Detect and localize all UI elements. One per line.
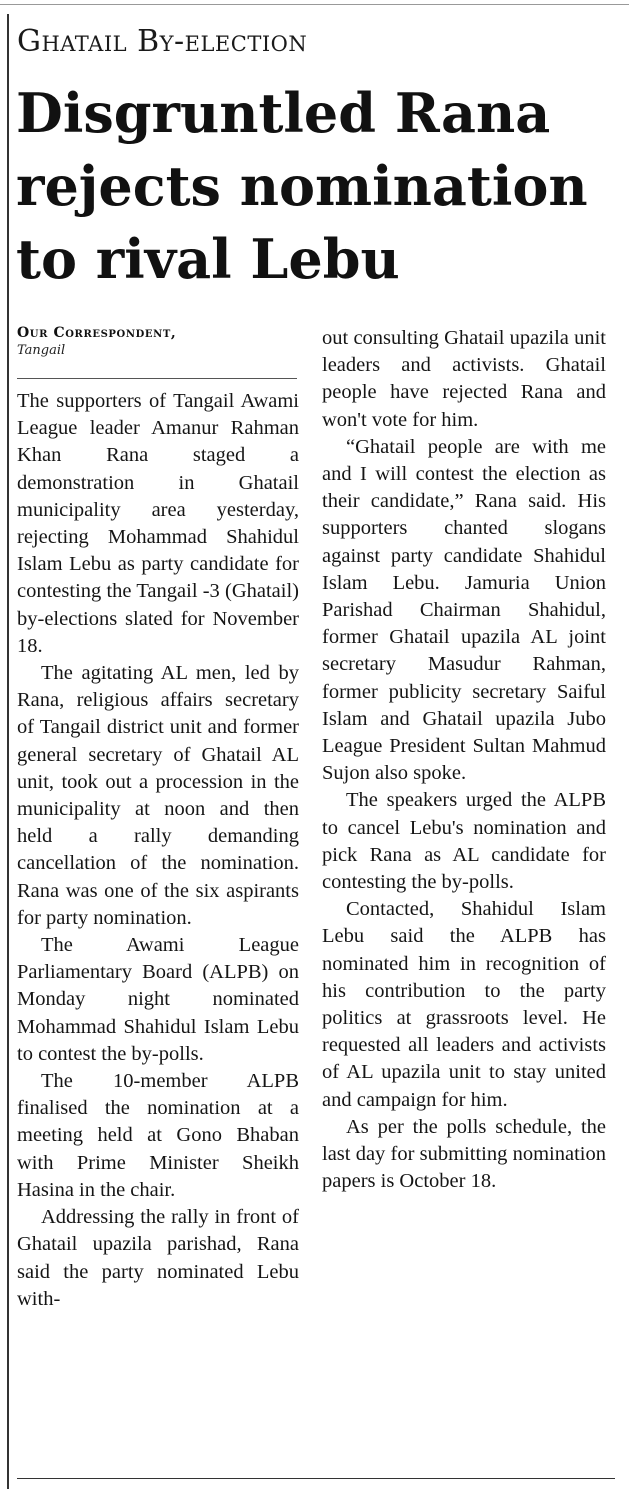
byline-rule (17, 378, 297, 379)
paragraph: out consulting Ghatail upazila unit leaders and activists. Ghatail people have rejected Rana and won't vote for him. (322, 327, 606, 431)
left-border (7, 14, 9, 1489)
paragraph: The supporters of Tangail Awami League leader Amanur Rahman Khan Rana staged a demonstration in Ghatail municipality area yesterday, rejecting Mohammad Shahidul Islam Lebu as party candidate for contesting the Tangail -3 (Ghatail) by-elections slated for November 18. (17, 390, 299, 657)
bottom-rule (17, 1478, 615, 1479)
headline-line-2: rejects nomination (16, 154, 588, 218)
article-column-right (322, 325, 606, 1196)
top-border (0, 4, 629, 5)
headline (16, 77, 620, 296)
headline-line-1: Disgruntled Rana (16, 81, 551, 145)
paragraph: The speakers urged the ALPB to cancel Lebu's nomination and pick Rana as AL candidate for contesting the by-polls. (322, 789, 606, 894)
headline-line-3: to rival Lebu (16, 227, 400, 291)
kicker (17, 20, 617, 64)
kicker-text: Ghatail By-election (17, 24, 308, 59)
paragraph: Addressing the rally in front of Ghatail upazila parishad, Rana said the party nominated Lebu with- (17, 1206, 299, 1310)
paragraph: The Awami League Parliamentary Board (ALPB) on Monday night nominated Mohammad Shahidul Islam Lebu to contest the by-polls. (17, 934, 299, 1065)
paragraph: “Ghatail people are with me and I will contest the election as their candidate,” Rana said. His supporters chanted slogans against party candidate Shahidul Islam Lebu. Jamuria Union Parishad Chairman Shahidul, former Ghatail upazila AL joint secretary Masudur Rahman, former publicity secretary Saiful Islam and Ghatail upazila Jubo League President Sultan Mahmud Sujon also spoke. (322, 435, 606, 785)
byline-place: Tangail (17, 343, 66, 358)
paragraph: The agitating AL men, led by Rana, religious affairs secretary of Tangail district unit and former general secretary of Ghatail AL unit, took out a procession in the municipality at noon and then held a rally demanding cancellation of the nomination. Rana was one of the six aspirants for party nomination. (17, 662, 299, 929)
article-column-left (17, 388, 299, 1313)
byline-name: Our Correspondent, (17, 325, 177, 341)
paragraph: As per the polls schedule, the last day for submitting nomination papers is October 18. (322, 1115, 606, 1193)
paragraph: The 10-member ALPB finalised the nomination at a meeting held at Gono Bhaban with Prime Minister Sheikh Hasina in the chair. (17, 1070, 299, 1201)
paragraph: Contacted, Shahidul Islam Lebu said the ALPB has nominated him in recognition of his contribution to the party politics at grassroots level. He requested all leaders and activists of AL upazila unit to stay united and campaign for him. (322, 898, 606, 1111)
byline (17, 323, 297, 359)
